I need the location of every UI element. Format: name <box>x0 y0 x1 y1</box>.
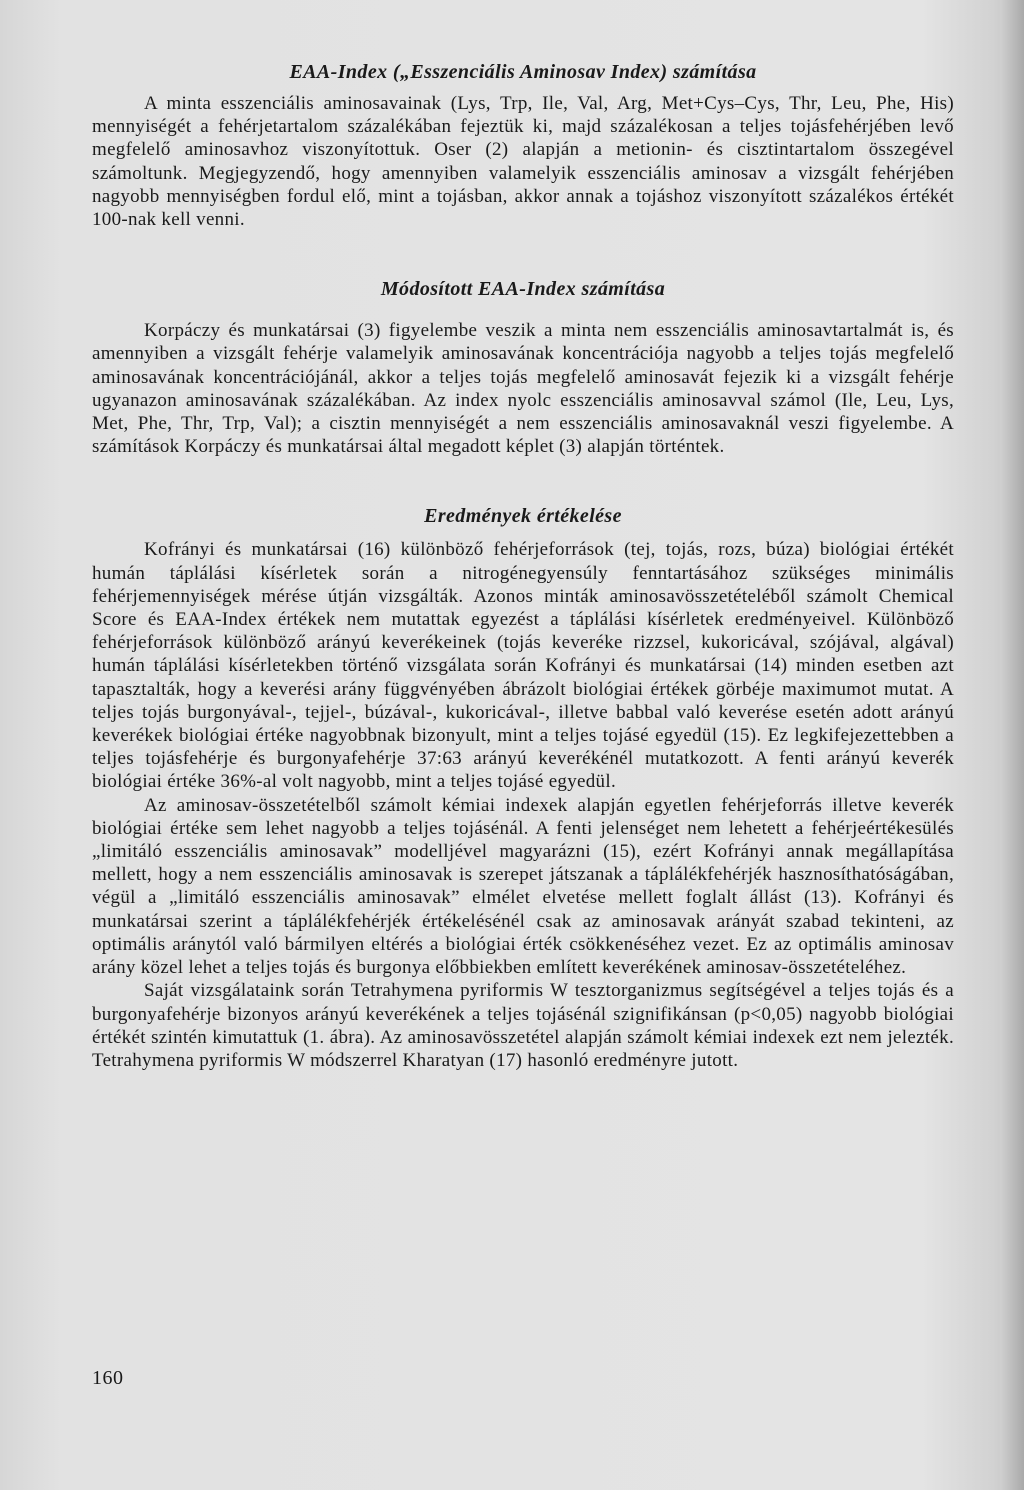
results-heading: Eredmények értékelése <box>424 505 622 528</box>
eaa-index-heading: EAA-Index („Esszenciális Aminosav Index) számítása <box>289 61 757 83</box>
results-paragraph-3: Saját vizsgálataink során Tetrahymena pyriformis W tesztorganizmus segítségével a teljes tojás és a burgonyafehérje bizonyos arányú keverékének a teljes tojásénál szignifikánsan (p<0,05) nagyobb biológiai értékét szintén kimutattuk (1. ábra). Az aminosavösszetétel alapján számolt kémiai indexek ezt nem jelezték. Tetrahymena pyriformis W módszerrel Kharatyan (17) hasonló eredményre jutott. <box>92 980 954 1071</box>
page-number: 160 <box>92 1367 124 1389</box>
results-paragraph-2: Az aminosav-összetételből számolt kémiai indexek alapján egyetlen fehérjeforrás illetve keverék biológiai értéke sem lehet nagyobb a teljes tojásénál. A fenti jelenséget nem lehetett a fehérjeértékesülés „limitáló esszenciális aminosavak” modelljével magyarázni (15), ezért Kofrányi annak megállapítása mellett, hogy a nem esszenciális aminosavak is szerepet játszanak a táplálékfehérjék hasznosíthatóságában, végül a „limitáló esszenciális aminosavak” elmélet elvetése mellett foglalt állást (13). Kofrányi és munkatársai szerint a táplálékfehérjék értékelésénél csak az aminosavak arányát szabad tekinteni, az optimális aránytól való bármilyen eltérés a biológiai érték csökkenéséhez vezet. Ez az optimális aminosav arány közel lehet a teljes tojás és burgonya előbbiekben említett keverékének aminosav-összetételéhez. <box>92 794 954 979</box>
page-edge-shadow <box>1000 0 1024 1490</box>
modified-eaa-index-paragraph: Korpáczy és munkatársai (3) figyelembe veszik a minta nem esszenciális aminosavtartalmát is, és amennyiben a vizsgált fehérje valamelyik aminosavának koncentrációja nagyobb a teljes tojás megfelelő aminosavának koncentrációjánál, akkor a teljes tojás megfelelő aminosavát fejezik ki a vizsgált fehérje ugyanazon aminosavának százalékában. Az index nyolc esszenciális aminosavval számol (Ile, Leu, Lys, Met, Phe, Thr, Trp, Val); a cisztin mennyiségét a nem esszenciális aminosavaknál veszi figyelembe. A számítások Korpáczy és munkatársai által megadott képlet (3) alapján történtek. <box>92 320 954 458</box>
eaa-index-paragraph: A minta esszenciális aminosavainak (Lys, Trp, Ile, Val, Arg, Met+Cys–Cys, Thr, Leu, Phe, His) mennyiségét a fehérjetartalom százalékában fejeztük ki, majd százalékosan a teljes tojásfehérjében levő megfelelő aminosavhoz viszonyítottuk. Oser (2) alapján a metionin- és cisztintartalom összegével számoltunk. Megjegyzendő, hogy amennyiben valamelyik esszenciális aminosav a vizsgált fehérjében nagyobb mennyiségben fordul elő, mint a tojásban, akkor annak a tojáshoz viszonyított százalékos értékét 100-nak kell venni. <box>92 93 954 231</box>
modified-eaa-index-heading: Módosított EAA-Index számítása <box>380 278 666 301</box>
results-paragraph-1: Kofrányi és munkatársai (16) különböző fehérjeforrások (tej, tojás, rozs, búza) biológiai értékét humán táplálási kísérletek során a nitrogénegyensúly fenntartásához szükséges minimális fehérjemennyiségek mérése útján vizsgálták. Azonos minták aminosavösszetételéből számolt Chemical Score és EAA-Index értékek nem mutattak egyezést a táplálási kísérletek eredményeivel. Különböző fehérjeforrások különböző arányú keverékeinek (tojás keveréke rizzsel, kukoricával, szójával, algával) humán táplálási kísérletekben történő vizsgálata során Kofrányi és munkatársai (14) minden esetben azt tapasztalták, hogy a keverési arány függvényében ábrázolt biológiai értékek görbéje maximumot mutat. A teljes tojás burgonyával-, tejjel-, búzával-, kukoricával-, illetve babbal való keverése esetén adott arányú keverékek biológiai értéke nagyobbnak bizonyult, mint a teljes tojásé egyedül (15). Ez legkifejezettebben a teljes tojásfehérje és burgonyafehérje 37:63 arányú keverékénél mutatkozott. A fenti arányú keverék biológiai értéke 36%-al volt nagyobb, mint a teljes tojásé egyedül. <box>92 539 954 793</box>
page-content <box>92 58 954 1072</box>
